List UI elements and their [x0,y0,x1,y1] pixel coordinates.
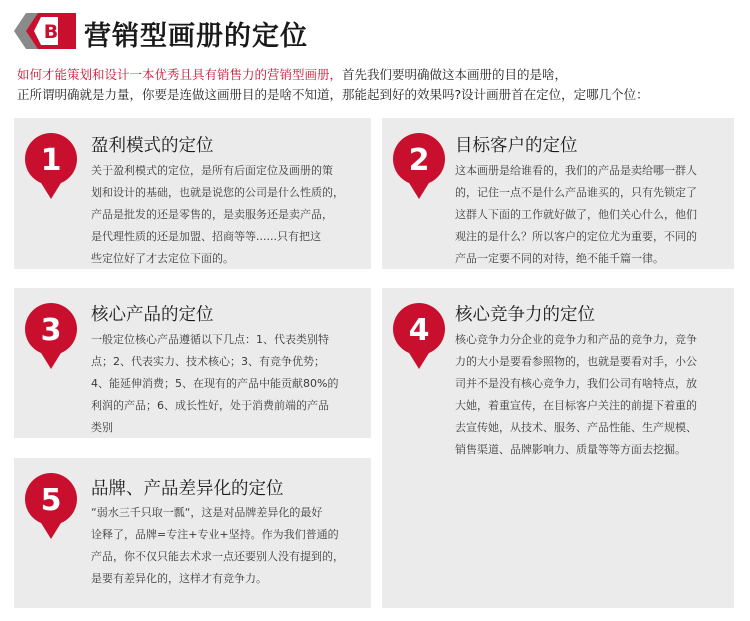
card-profit-model [14,118,371,269]
number-badge-2-icon [391,132,447,200]
card-line: 大她，着重宣传，在目标客户关注的前提下着重的 [455,399,697,412]
card-heading: 品牌、产品差异化的定位 [91,479,284,499]
intro-highlight: 如何才能策划和设计一本优秀且具有销售力的营销型画册， [17,67,343,82]
page-title: 营销型画册的定位 [84,21,308,52]
card-core-competitiveness [382,288,734,608]
svg-text:2: 2 [408,143,430,178]
card-body [455,160,730,270]
card-line: 4、能延伸消费；5、在现有的产品中能贡献80%的 [91,377,339,390]
number-badge-1-icon [23,132,79,200]
card-line: 些定位好了才去定位下面的。 [91,252,234,265]
header [0,0,750,60]
card-body [91,502,367,590]
card-line: 销售渠道、品牌影响力、质量等等方面去挖掘。 [455,443,686,456]
card-line: 产品一定要不同的对待，绝不能千篇一律。 [455,252,664,265]
card-heading: 盈利模式的定位 [91,136,214,156]
card-line: 去宣传她，从技术、服务、产品性能、生产规模、 [455,421,697,434]
card-line: 这本画册是给谁看的，我们的产品是卖给哪一群人 [455,164,697,177]
intro-line-1 [17,65,742,85]
number-badge-4-icon [391,302,447,370]
card-heading: 核心产品的定位 [91,305,214,325]
card-line: 划和设计的基础，也就是说您的公司是什么性质的， [91,186,344,199]
card-body [91,329,367,439]
card-line: “弱水三千只取一瓢“，这是对品牌差异化的最好 [91,506,323,519]
card-brand-differentiation [14,458,371,608]
svg-text:B: B [43,21,59,43]
number-badge-3-icon [23,302,79,370]
card-line: 是代理性质的还是加盟、招商等等......只有把这 [91,230,321,243]
card-body [91,160,367,270]
card-line: 司并不是没有核心竞争力，我们公司有啥特点，放 [455,377,697,390]
card-line: 点；2、代表实力、技术核心；3、有竞争优势； [91,355,325,368]
card-heading: 目标客户的定位 [455,136,578,156]
card-line: 利润的产品；6、成长性好，处于消费前端的产品 [91,399,329,412]
card-line: 类别 [91,421,113,434]
brand-logo-icon [14,11,76,51]
card-line: 产品，你不仅只能去术求一点还要别人没有提到的， [91,550,344,563]
svg-text:1: 1 [40,143,62,178]
card-line: 是要有差异化的，这样才有竞争力。 [91,572,267,585]
svg-text:4: 4 [408,313,430,348]
card-line: 力的大小是要看参照物的，也就是要看对手，小公 [455,355,697,368]
card-line: 关于盈利模式的定位，是所有后面定位及画册的策 [91,164,333,177]
svg-text:5: 5 [40,483,62,518]
card-line: 这群人下面的工作就好做了，他们关心什么，他们 [455,208,697,221]
card-line: 一般定位核心产品遵循以下几点：1、代表类别特 [91,333,329,346]
card-core-product [14,288,371,438]
card-heading: 核心竞争力的定位 [455,305,595,325]
card-line: 产品是批发的还是零售的，是卖服务还是卖产品， [91,208,333,221]
card-line: 的，记住一点不是什么产品谁买的，只有先锁定了 [455,186,697,199]
intro-line-1-rest: 首先我们要明确做这本画册的目的是啥， [342,67,568,82]
card-line: 观注的是什么？所以客户的定位尤为重要，不同的 [455,230,697,243]
card-body [455,329,730,461]
intro-paragraph [17,65,742,105]
card-line: 核心竞争力分企业的竞争力和产品的竞争力，竞争 [455,333,697,346]
number-badge-5-icon [23,472,79,540]
svg-text:3: 3 [40,313,62,348]
card-line: 诠释了，品牌=专注+专业+坚持。作为我们普通的 [91,528,339,541]
card-target-customer [382,118,734,269]
intro-line-2: 正所谓明确就是力量，你要是连做这画册目的是啥不知道，那能起到好的效果吗?设计画册首在定位，定哪几个位： [17,87,649,102]
